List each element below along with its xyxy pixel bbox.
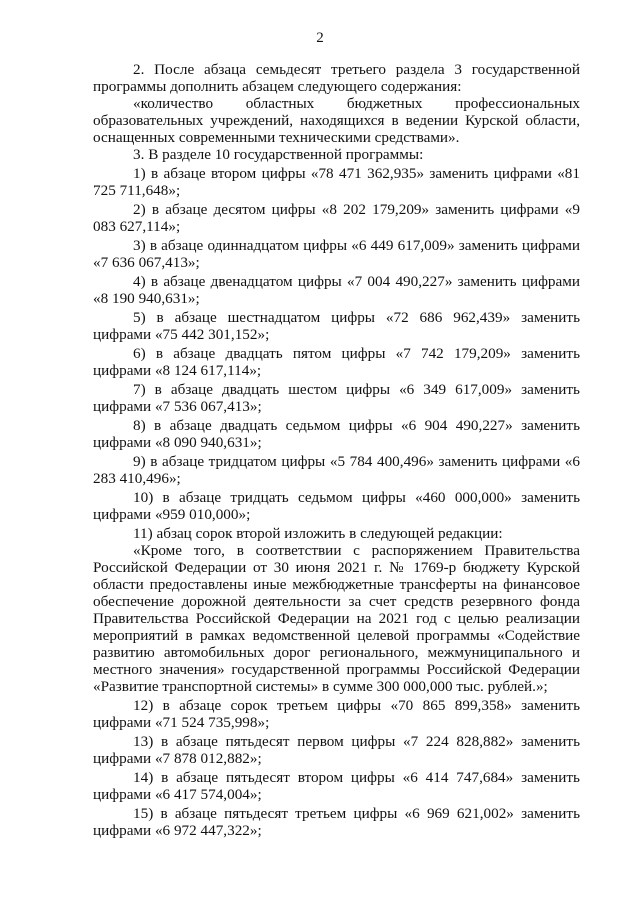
paragraph-section-3: 3. В разделе 10 государственной программы: [133, 146, 424, 163]
paragraph-item-6: 6) в абзаце двадцать пятом цифры «7 742 179,209» заменить цифрами «8 124 617,114»; [93, 345, 580, 379]
paragraph-item-5: 5) в абзаце шестнадцатом цифры «72 686 962,439» заменить цифрами «75 442 301,152»; [93, 309, 580, 343]
paragraph-item-11: 11) абзац сорок второй изложить в следующей редакции: [133, 525, 503, 542]
paragraph-item-15: 15) в абзаце пятьдесят третьем цифры «6 969 621,002» заменить цифрами «6 972 447,322»; [93, 805, 580, 839]
paragraph-quote-indicator: «количество областных бюджетных профессиональных образовательных учреждений, находящихся в ведении Курской области, оснащенных современными техническими средствами». [93, 95, 580, 146]
paragraph-item-9: 9) в абзаце тридцатом цифры «5 784 400,496» заменить цифрами «6 283 410,496»; [93, 453, 580, 487]
document-body [93, 61, 580, 839]
paragraph-item-13: 13) в абзаце пятьдесят первом цифры «7 224 828,882» заменить цифрами «7 878 012,882»; [93, 733, 580, 767]
paragraph-quote-transfer: «Кроме того, в соответствии с распоряжением Правительства Российской Федерации от 30 июня 2021 г. № 1769-р бюджету Курской области предоставлены иные межбюджетные трансферты на финансовое обеспечение дорожной деятельности за счет средств резервного фонда Правительства Российской Федерации на 2021 год с целью реализации мероприятий в рамках ведомственной целевой программы «Содействие развитию автомобильных дорог регионального, межмуниципального и местного значения» государственной программы Российской Федерации «Развитие транспортной системы» в сумме 300 000,000 тыс. рублей.»; [93, 542, 580, 695]
paragraph-item-14: 14) в абзаце пятьдесят втором цифры «6 414 747,684» заменить цифрами «6 417 574,004»; [93, 769, 580, 803]
paragraph-item-3: 3) в абзаце одиннадцатом цифры «6 449 617,009» заменить цифрами «7 636 067,413»; [93, 237, 580, 271]
paragraph-item-8: 8) в абзаце двадцать седьмом цифры «6 904 490,227» заменить цифрами «8 090 940,631»; [93, 417, 580, 451]
paragraph-item-10: 10) в абзаце тридцать седьмом цифры «460 000,000» заменить цифрами «959 010,000»; [93, 489, 580, 523]
paragraph-section-2: 2. После абзаца семьдесят третьего раздела 3 государственной программы дополнить абзацем следующего содержания: [93, 61, 580, 95]
paragraph-item-4: 4) в абзаце двенадцатом цифры «7 004 490,227» заменить цифрами «8 190 940,631»; [93, 273, 580, 307]
paragraph-item-7: 7) в абзаце двадцать шестом цифры «6 349 617,009» заменить цифрами «7 536 067,413»; [93, 381, 580, 415]
paragraph-item-2: 2) в абзаце десятом цифры «8 202 179,209» заменить цифрами «9 083 627,114»; [93, 201, 580, 235]
paragraph-item-1: 1) в абзаце втором цифры «78 471 362,935» заменить цифрами «81 725 711,648»; [93, 165, 580, 199]
page-number: 2 [316, 30, 324, 46]
paragraph-item-12: 12) в абзаце сорок третьем цифры «70 865 899,358» заменить цифрами «71 524 735,998»; [93, 697, 580, 731]
